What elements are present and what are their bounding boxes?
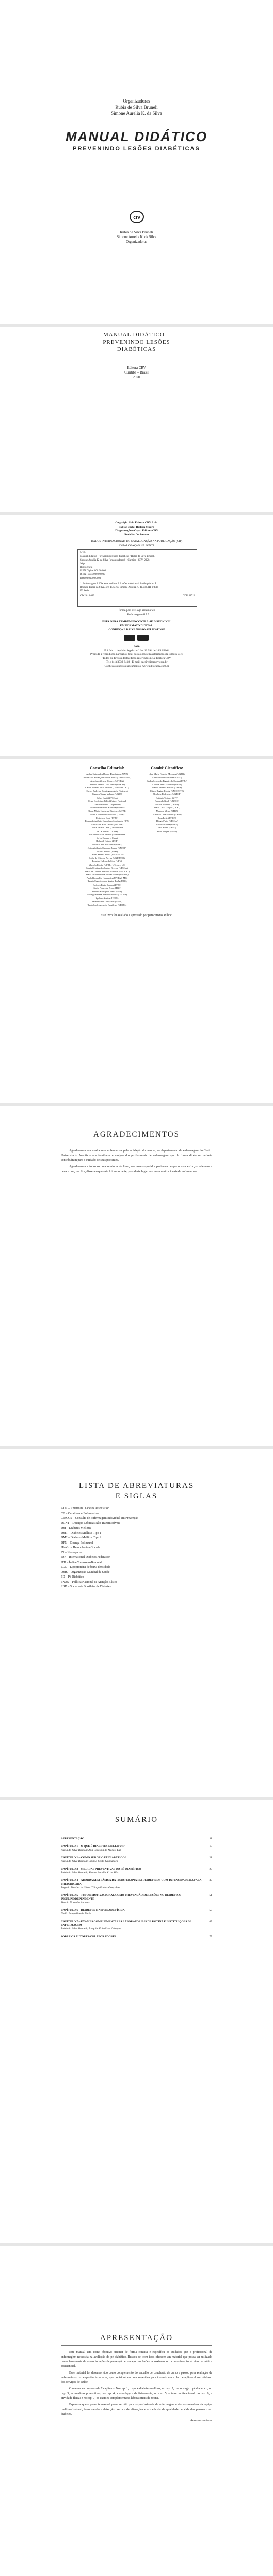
editorial-board-member: Carlos Federico Dominguez Avila (Unieuro) [86,789,128,792]
publisher-year: 2020 [133,375,140,379]
cover-info-line: Rubia de Silva Bruneli [120,230,153,234]
presentation-page [0,2246,273,2576]
toc-entry [61,1856,212,1863]
toc-chapter[interactable]: CAPÍTULO 2 – COMO SURGE O PÉ DIABÉTICO? [61,1856,126,1859]
scientific-board-member: Juliana Pinheiro (UFRN) [155,803,179,806]
scientific-board-member: Zilda Borges (UNIR) [157,829,177,833]
presentation-paragraph: O manual é composto de 7 capítulos. No cap. 1, o que é diabetes mellitus; no cap. 2, como surge o pé diabético; no cap. 3, as medidas preventivas; no cap. 4, a abordagem da fisioterapia; no cap. 5, o tutor motivacional; no cap. 6, a atividade física; e no cap. 7, os exames complementares laboratoriais de rotina. [61,2387,212,2400]
digital-notice [77,620,196,632]
toc-page-number: 29 [209,1868,212,1871]
cover-title: MANUAL DIDÁTICO [65,129,208,144]
scientific-board-member: Vera Sousa (UFAL) [157,826,176,829]
abbreviation-item: DPN – Doença Polineural [61,1541,93,1545]
app-store-badges-icon [124,635,149,641]
editorial-board-member: Maria de Lourdes Pinto de Almeida (UNOESC) [85,870,130,873]
editorial-board-member: Sérgio Nunes de Jesus (IFRO) [93,887,121,889]
credit-line: Copyright © da Editora CRV Ltda. [115,521,158,524]
toc-line[interactable] [61,1894,212,1901]
toc-title: SUMÁRIO [115,1816,158,1824]
catalog-line: Bibliografia [80,566,93,569]
editorial-board-member: Lourdes Helena da Silva (UFV) [92,860,122,862]
abbreviation-item: PNAS – Política Nacional de Atenção Básica [61,1580,117,1584]
editorial-board-member: Josania Portela (UFPI) [97,850,118,853]
toc-page-number: 51 [209,1894,212,1897]
editorial-board-member: Carlos Alberto Vilar Estêvão (UMINHO – PT) [85,786,129,789]
toc-line[interactable] [61,1868,212,1871]
catalog-line: DOI 00.00000/0000 [80,577,101,580]
title-line: MANUAL DIDÁTICO – [103,332,170,338]
editorial-board-member: Três de Febrero – Argentina) [93,803,121,806]
toc-chapter[interactable]: CAPÍTULO 6 – DIABETES E ATIVIDADE FÍSICA [61,1909,125,1912]
presentation-rule [61,2345,212,2346]
publisher-name: Editora CRV [127,366,146,370]
title-page-title [0,331,273,353]
title-line: DIABÉTICAS [117,346,156,352]
copyright-page [0,515,273,756]
credit-line: Revisão: Os Autores [124,533,149,536]
toc-page-number: 77 [209,1935,212,1938]
toc-line[interactable] [61,1856,212,1860]
editorial-board-member: Elione Maria Nogueira Diogenes (UFAL) [87,809,127,812]
toc-entry [61,1837,212,1841]
scientific-board-member: Rosa Leite (UNEB) [157,816,176,819]
abbreviation-item: ADA – American Diabetes Association [61,1507,109,1510]
catalog-line: ISBN Digital 000.00.000 [80,570,106,572]
catalog-line: Bruneli, Rubia da Silva. org. II. Silva, Simone Aurelia K. da. org. III. Título [80,586,158,589]
toc-line[interactable] [61,1920,212,1927]
editorial-board-member: Tania Suely Azevedo Brasileiro (UFOPA) [87,903,127,906]
abbreviation-item: OMS – Organização Mundial da Saúde [61,1570,110,1574]
toc-page-number: 21 [209,1856,212,1859]
catalog-cdd: CDD 617.5 [182,595,195,597]
cover-info [0,230,273,244]
footer-line: Foi feito o depósito legal conf. Lei 10.994 de 14/12/2004 [104,649,169,652]
editorial-board-member: Anselmo Alencar Colares (UFOPA) [90,779,124,782]
editorial-board-member: Paulo Romualdo Hernandes (UNIFAL-MG) [86,876,128,879]
footer-line: Tel.: (41) 3039-6418 - E-mail: sac@editoracrv.com.br [106,660,168,664]
toc-entry [61,1909,212,1916]
catalog-head: DADOS INTERNACIONAIS DE CATALOGAÇÃO NA PUBLICAÇÃO (CIP) [91,540,183,543]
toc-authors: Nadir Jacqueline de Faria [61,1912,91,1916]
ack-paragraph: Agradecemos aos avaliadores enfermeiros pela validação do manual, ao departamento de enfermagem do Centro Universitário Avantis e aos familiares e amigos dos profissionais de enfermagem que de forma direta ou indireta contribuíram para o cuidado de seus pacientes. [61,1149,212,1162]
cover-info-line: Organizadoras [126,240,147,244]
digital-line: EM FORMATO DIGITAL. [120,624,154,628]
catalog-card [77,549,197,607]
footer-line: Proibida a reprodução parcial ou total desta obra sem autorização da Editora CRV [90,653,184,656]
cover-subtitle: PREVENINDO LESÕES DIABÉTICAS [73,146,200,152]
editorial-board-member: de La Havana – Cuba) [97,829,118,833]
scientific-board-member: Fernando Koch (UNESC) [155,800,179,802]
catalog-line: Manual didático – prevenindo lesões diabéticas / Rubia da Silva Bruneli, [80,555,155,558]
scientific-board-member: Mauricio Luiz Mendes (UERJ) [152,813,182,816]
presentation-signature: As organizadoras [190,2419,212,2422]
toc-list [61,1833,212,1939]
cover-org-name: Rubia de Silva Bruneli [115,105,158,110]
editorial-board-member: Aldira Guimarães Duarte Domínguez (UNB) [86,773,129,775]
editorial-board-title: Conselho Editorial: [90,766,124,770]
publisher-city: Curitiba – Brasil [124,370,149,375]
toc-entry [61,1920,212,1931]
digital-line: CONHEÇA E BAIXE NOSSO APLICATIVO! [108,628,165,631]
title-line: PREVENINDO LESÕES [103,339,170,345]
abbreviation-item: CIRCOS – Consulta de Enfermagem Individual em Prevenção [61,1517,139,1520]
editorial-board-member: Carmen Tereza Velanga (UNIR) [92,793,122,795]
catalog-line: 1. Enfermagem 2. Diabetes mellitus 3. Lesões crônicas 4. Saúde pública I. [80,583,157,585]
svg-text:crv: crv [133,215,140,220]
catalog-index [77,609,196,617]
abbreviation-item: PD – Pé Diabético [61,1575,84,1579]
editorial-board-list [77,773,137,907]
index-line: 1. Enfermagem 617.5 [124,613,149,616]
scientific-board-member: Carlos Leonardo Figueiredo Cunha (UFRJ) [147,779,187,782]
toc-line[interactable] [61,1837,212,1841]
scientific-board-member: Mariana Meira (UFRJ) [156,809,178,812]
toc-chapter[interactable]: CAPÍTULO 3 – MEDIDAS PREVENTIVAS DO PÉ DIABÉTICO [61,1868,141,1871]
catalog-ref: M294 [80,552,86,554]
digital-line: ESTA OBRA TAMBÉM ENCONTRA-SE DISPONÍVEL [102,620,171,623]
footer-year: 2020 [134,645,140,648]
editorial-board-member: Marcelo Paixão (UFRJ e UTexas – US) [88,863,126,866]
toc-page-number: 11 [209,1837,212,1840]
editorial-board-member: Tadeu Oliver Gonçalves (UFPA) [92,900,122,903]
abbreviation-item: ITB – Índice Tornozelo-Braquial [61,1561,102,1564]
legal-footer [77,645,196,668]
toc-entry [61,1868,212,1875]
toc-chapter[interactable]: CAPÍTULO 4 – ABORDAGEM BÁSICA DA FISIOTERAPIA EM DIABÉTICOS COM INTENSIDADE DA FALA PREJUDICADA [61,1879,202,1886]
editorial-board-member: Sydione Santos (UEPG) [95,896,119,900]
editorial-board-member: Maria Cristina dos Santos Bezerra (UFSCar) [86,867,128,869]
abbreviation-item: IN – Neuropatias [61,1551,83,1554]
editorial-board-member: Simone Rodrigues Pinto (UNB) [92,890,122,893]
toc-page [0,1800,273,2243]
presentation-paragraph: Espera-se que o presente manual possa ser útil para os profissionais de enfermagem e demais membros da equipe multiprofissional, favorecendo a detecção precoce de alterações e a melhoria da qualidade de vida das pessoas com diabetes. [61,2403,212,2416]
acknowledgements-page [0,1106,273,1446]
toc-chapter[interactable]: SOBRE OS AUTORES/COLABORADORES [61,1935,117,1938]
scientific-board-member: Claudia Maria Gabardo (UFPR) [152,783,182,786]
toc-page-number: 59 [209,1909,212,1912]
scientific-board-member: Daniel Ferreira Saback (UFPB) [152,786,182,789]
toc-authors: Marcio Noronha Antunes [61,1901,90,1904]
abbreviation-item: HbA1c – Hemoglobina Glicada [61,1546,101,1549]
scientific-board-member: Maria Luiza Gaspar (UFRJ) [154,806,180,809]
editorial-board-member: Jailson Alves dos Santos (UFRJ) [91,843,122,846]
abbreviation-item: DM2 – Diabetes Mellitus Tipo 2 [61,1536,102,1539]
editorial-board-member: Eduardo Fernandes Barbosa (UFMG) [89,806,125,809]
publisher-logo-icon [126,210,147,224]
index-head: Índice para catálogo sistemático [118,609,155,612]
footer-line: Todos os direitos desta edição reservados pela: Editora CRV [102,656,171,660]
editorial-board-member: João Adalberto Campato Junior (UNESP) [87,846,127,849]
abbrev-title-l2: E SIGLAS [115,1492,158,1500]
credit-line: Editor-chefe: Railson Moura [119,525,154,529]
catalog-line: 96 p. [80,563,85,565]
scientific-board-title: Comitê Científico: [151,766,183,770]
abbreviation-list [61,1506,212,1590]
credit-line: Diagramação e Capa: Editora CRV [115,529,158,532]
footer-line: Conheça os nossos lançamentos: www.editoracrv.com.br [104,664,169,668]
abbreviations-title [0,1481,273,1501]
abbreviation-item: DM1 – Diabetes Mellitus Tipo 1 [61,1531,102,1535]
scientific-board-member: Eliane Regina Kreutz (UNIOESTE) [150,789,184,792]
toc-authors: Rubia da Silva Bruneli; Cinthia Costa Guimarães [61,1860,118,1863]
scientific-board-member: Elisabete Rodrigues (UNESP) [153,793,181,795]
scientific-board-member: Ana Maria Ferreira Menezes (UNEB) [149,773,185,775]
toc-chapter[interactable]: CAPÍTULO 5 – TUTOR MOTIVACIONAL COMO PREVENÇÃO DE LESÕES NO DIABÉTICO INSULINODEPENDENTE [61,1894,182,1901]
editorial-board-member: Maria Lília Imbiriba Sousa Colares (UFOPA) [86,873,129,876]
editorial-board-member: Francisco Carlos Duarte (PUC-PR) [90,823,124,826]
title-page-publisher [0,366,273,380]
copyright-credits [77,521,196,537]
boards-page [0,759,273,1103]
scientific-board-member: Thiago Pinto (UFSCar) [156,820,178,822]
toc-chapter[interactable]: APRESENTAÇÃO [61,1837,85,1840]
presentation-paragraph: Esse material foi desenvolvido como complemento do trabalho de conclusão de curso e passou pela avaliação de enfermeiros com experiência na área, que contribuíram com sugestões para torná-lo mais claro e aplicável ao cotidiano dos serviços de saúde. [61,2371,212,2384]
cover-organizers [0,98,273,116]
toc-page-number: 13 [209,1845,212,1848]
title-page [0,327,273,512]
toc-line[interactable] [61,1935,212,1939]
abbreviation-item: IDF – International Diabetes Federation [61,1556,110,1559]
editorial-board-member: Cesar Gerónimo Tello (Univer. Nacional [88,800,126,802]
scientific-board-list [137,773,197,833]
toc-line[interactable] [61,1845,212,1849]
editorial-board-member: Elizeu Clementino de Souza (UNEB) [89,813,125,816]
scientific-board-member: Vania Miranda (UEFS) [156,823,178,826]
scientific-board-member: Ana Patrícia Guimarães (ESEL) [152,776,182,779]
toc-entry [61,1879,212,1890]
editorial-board-member: Celso Conti (UFSCar) [97,796,118,799]
editorial-board-member: Gloria Fariñas León (Universidade [91,826,123,829]
presentation-paragraph: Este manual tem como objetivo orientar de forma concisa e específica os cuidados que o profissional de enfermagem necessita na avaliação do pé diabético. Buscou-se, com isso, oferecer um material que possa ser utilizado como ferramenta de apoio às ações de prevenção e manejo das lesões, aproximando o conhecimento técnico da prática assistencial. [61,2351,212,2368]
toc-authors: Rubia da Silva Bruneli; Ana Carolina de Morais Luz [61,1849,121,1852]
cover-org-name: Simone Aurelia K. da Silva [111,111,162,116]
toc-page-number: 67 [209,1920,212,1923]
cover-info-line: Simone Aurelia K. da Silva [117,235,156,239]
cover-org-label: Organizadoras [123,98,150,104]
ack-paragraph: Agradecemos a todos os colaboradores do livro, aos nossos queridos pacientes de que nossos esforços valessem a pena e que, por fim, disseram que este foi importante, pois deste lugar nasceram muitos ideais de enfermeiros. [61,1165,212,1173]
toc-authors: Rogerio Mueller da Silva; Thiago Farias Gonçalves [61,1886,121,1889]
catalog-line: ISBN Físico 000.00.000 [80,573,105,576]
cover-page [0,0,273,324]
presentation-body [61,2350,212,2424]
editorial-board-member: Helmuth Krüger (UCP) [96,840,118,842]
editorial-board-member: Solange Helena Ximenes-Rocha (UFOPA) [87,893,127,896]
toc-entry [61,1935,212,1939]
catalog-sub: CATALOGAÇÃO NA FONTE [119,544,155,547]
toc-authors: Rubia da Silva Bruneli; Simone Aurelia K. da Silva [61,1871,119,1874]
catalog-heading [77,540,196,548]
editorial-board-member: Fernando Antônio Gonçalves Alcoforado (IPB) [85,820,130,822]
editorial-board-member: Élsio José Corá (UFFS) [96,816,118,819]
editorial-board-member: Guillermo Arias Beatón (Universidade [89,833,125,836]
editorial-board-member: de La Havana – Cuba) [97,836,118,839]
editorial-board-member: Antônio Pereira Gaio Júnior (UFRRJ) [89,783,125,786]
abbreviation-item: DM – Diabetes Mellitus [61,1527,91,1530]
editorial-board-member: Rodrigo Pratte-Santos (UFES) [93,883,121,886]
editorial-board-member: Lídia de Oliveira Xavier (UNIEURO) [89,856,125,859]
abbreviation-item: SBD – Sociedade Brasileira de Diabetes [61,1585,111,1588]
abbreviation-item: LDL – Lipoproteína de baixa densidade [61,1566,110,1569]
editorial-board-member: Andréia da Silva Quintanilha Sousa (UNIR/UFRN) [83,776,131,779]
editorial-board-member: Leonel Severo Rocha (UNISINOS) [90,853,124,856]
catalog-line: Simone Aurelia K. da Silva (organizadoras) – Curitiba : CRV, 2020. [80,559,150,562]
toc-chapter[interactable]: CAPÍTULO 1 – O QUE É DIABETES MELLITUS? [61,1845,125,1848]
abbreviation-item: CE – Curativo de Enfermeiros [61,1512,99,1515]
acknowledgements-title: AGRADECIMENTOS [93,1130,180,1139]
toc-entry [61,1894,212,1905]
editorial-board-member: Renato Francisco dos Santos Paula (UFG) [87,880,127,883]
catalog-line: IV. Série [80,590,89,592]
abbreviation-item: DCNT – Doenças Crônicas Não Transmissíveis [61,1521,120,1525]
toc-chapter[interactable]: CAPÍTULO 7 – EXAMES COMPLEMENTARES LABORATORIAIS DE ROTINA E INSTITUIÇÕES DE ENFERMAGEM [61,1920,192,1927]
toc-page-number: 37 [209,1879,212,1882]
presentation-title: APRESENTAÇÃO [100,2334,173,2342]
scientific-board-member: Evilázio Teubner (UFF) [155,796,179,799]
acknowledgements-body [61,1149,212,1174]
toc-entry [61,1845,212,1852]
review-note: Este livro foi avaliado e aprovado por pareceristas ad hoc. [100,914,173,917]
abbrev-title-l1: LISTA DE ABREVIATURAS [78,1482,195,1490]
toc-line[interactable] [61,1909,212,1912]
toc-authors: Rubia da Silva Bruneli; Joaquim Edimilson Olimpio [61,1927,121,1930]
toc-line[interactable] [61,1879,212,1886]
catalog-cdu: CDU 616.089 [80,595,95,597]
abbreviations-page [0,1449,273,1797]
